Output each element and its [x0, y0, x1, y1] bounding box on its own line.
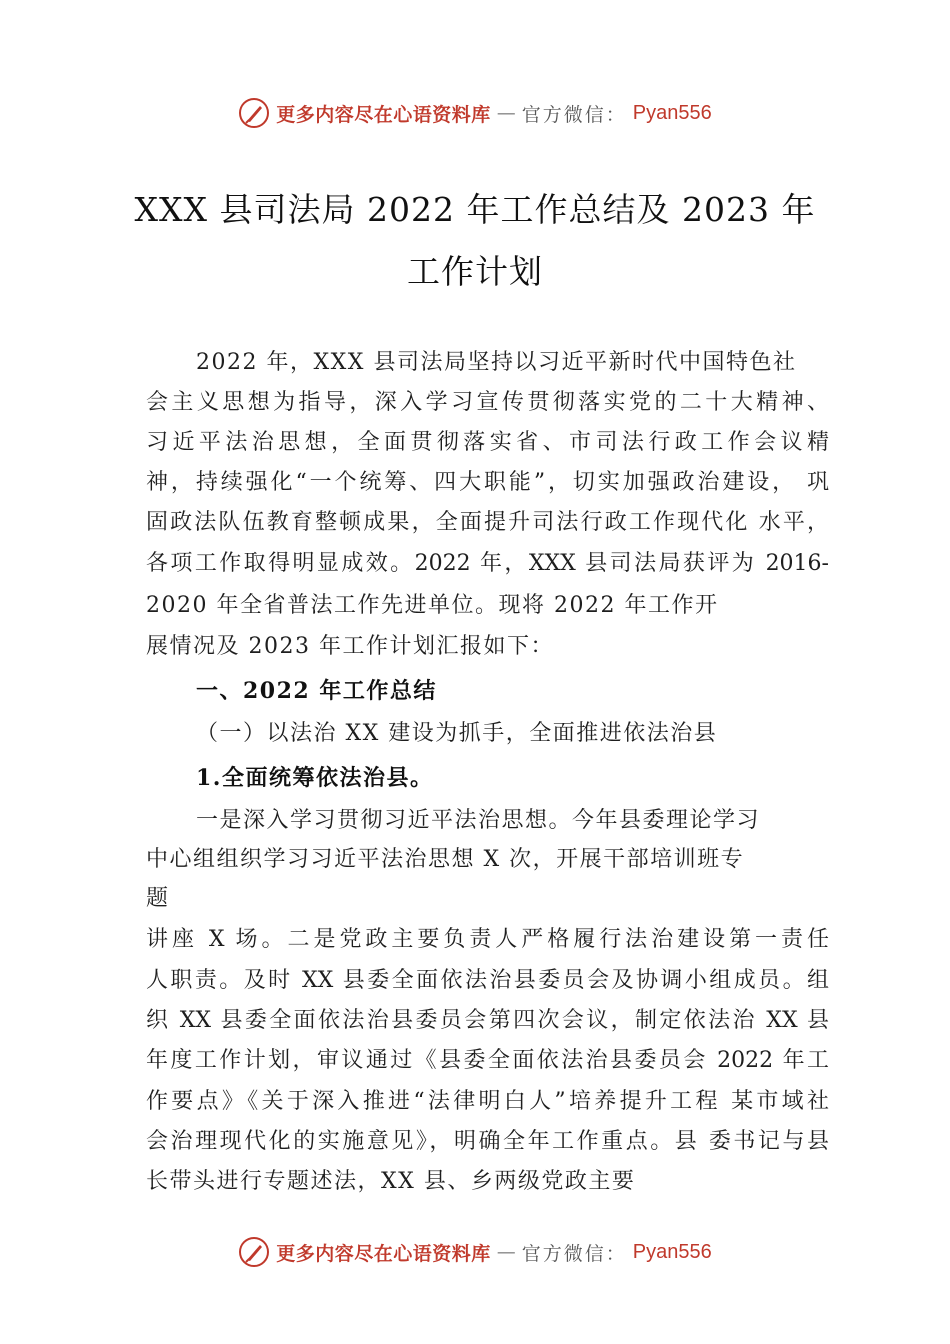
wechat-label: 官方微信：	[521, 103, 627, 126]
document-title-line-2: 工作计划	[407, 252, 543, 291]
body-line: 会主义思想为指导，深入学习宣传贯彻落实党的二十大精神、	[146, 390, 829, 415]
body-line: 年度工作计划，审议通过《县委全面依法治县委员会 2022 年工	[146, 1048, 829, 1073]
section-heading: 一、2022 年工作总结	[196, 678, 437, 704]
body-line: 固政法队伍教育整顿成果，全面提升司法行政工作现代化 水平，	[146, 510, 829, 535]
promo-text: 更多内容尽在心语资料库	[276, 1242, 491, 1265]
wechat-label: 官方微信：	[521, 1242, 627, 1265]
body-line: 织 XX 县委全面依法治县委员会第四次会议，制定依法治 XX 县	[146, 1008, 829, 1033]
wechat-id: Pyan556	[632, 101, 712, 124]
body-line: 各项工作取得明显成效。2022 年，XXX 县司法局获评为 2016-	[146, 551, 829, 576]
body-line: 人职责。及时 XX 县委全面依法治县委员会及协调小组成员。组	[146, 968, 829, 993]
wechat-id: Pyan556	[632, 1240, 712, 1263]
body-line: 一是深入学习贯彻习近平法治思想。今年县委理论学习	[196, 808, 761, 833]
body-line: 作要点》《关于深入推进“法律明白人”培养提升工程 某市域社	[146, 1089, 829, 1114]
footer-banner	[0, 1232, 950, 1272]
quill-logo-icon	[238, 1236, 270, 1268]
promo-text: 更多内容尽在心语资料库	[276, 103, 491, 126]
body-line: 习近平法治思想，全面贯彻落实省、市司法行政工作会议精	[146, 430, 829, 455]
body-line: 展情况及 2023 年工作计划汇报如下：	[146, 634, 554, 659]
subsection-heading: （一）以法治 XX 建设为抓手，全面推进依法治县	[196, 721, 718, 746]
body-line: 神，持续强化“一个统筹、四大职能”，切实加强政治建设， 巩	[146, 470, 829, 495]
body-line: 2020 年全省普法工作先进单位。现将 2022 年工作开	[146, 593, 719, 618]
banner-separator: —	[496, 1241, 516, 1263]
quill-logo-icon	[238, 97, 270, 129]
document-title-line-1: XXX 县司法局 2022 年工作总结及 2023 年	[134, 190, 816, 229]
body-line: 中心组组织学习习近平法治思想 X 次，开展干部培训班专	[146, 847, 745, 872]
body-line: 讲座 X 场。二是党政主要负责人严格履行法治建设第一责任	[146, 927, 829, 952]
body-line: 2022 年，XXX 县司法局坚持以习近平新时代中国特色社	[196, 350, 797, 375]
body-line: 题	[146, 886, 170, 911]
header-banner	[0, 93, 950, 133]
item-heading: 1.全面统筹依法治县。	[196, 765, 434, 791]
banner-separator: —	[496, 102, 516, 124]
body-line: 会治理现代化的实施意见》，明确全年工作重点。县 委书记与县	[146, 1129, 829, 1154]
body-line: 长带头进行专题述法，XX 县、乡两级党政主要	[146, 1169, 636, 1194]
